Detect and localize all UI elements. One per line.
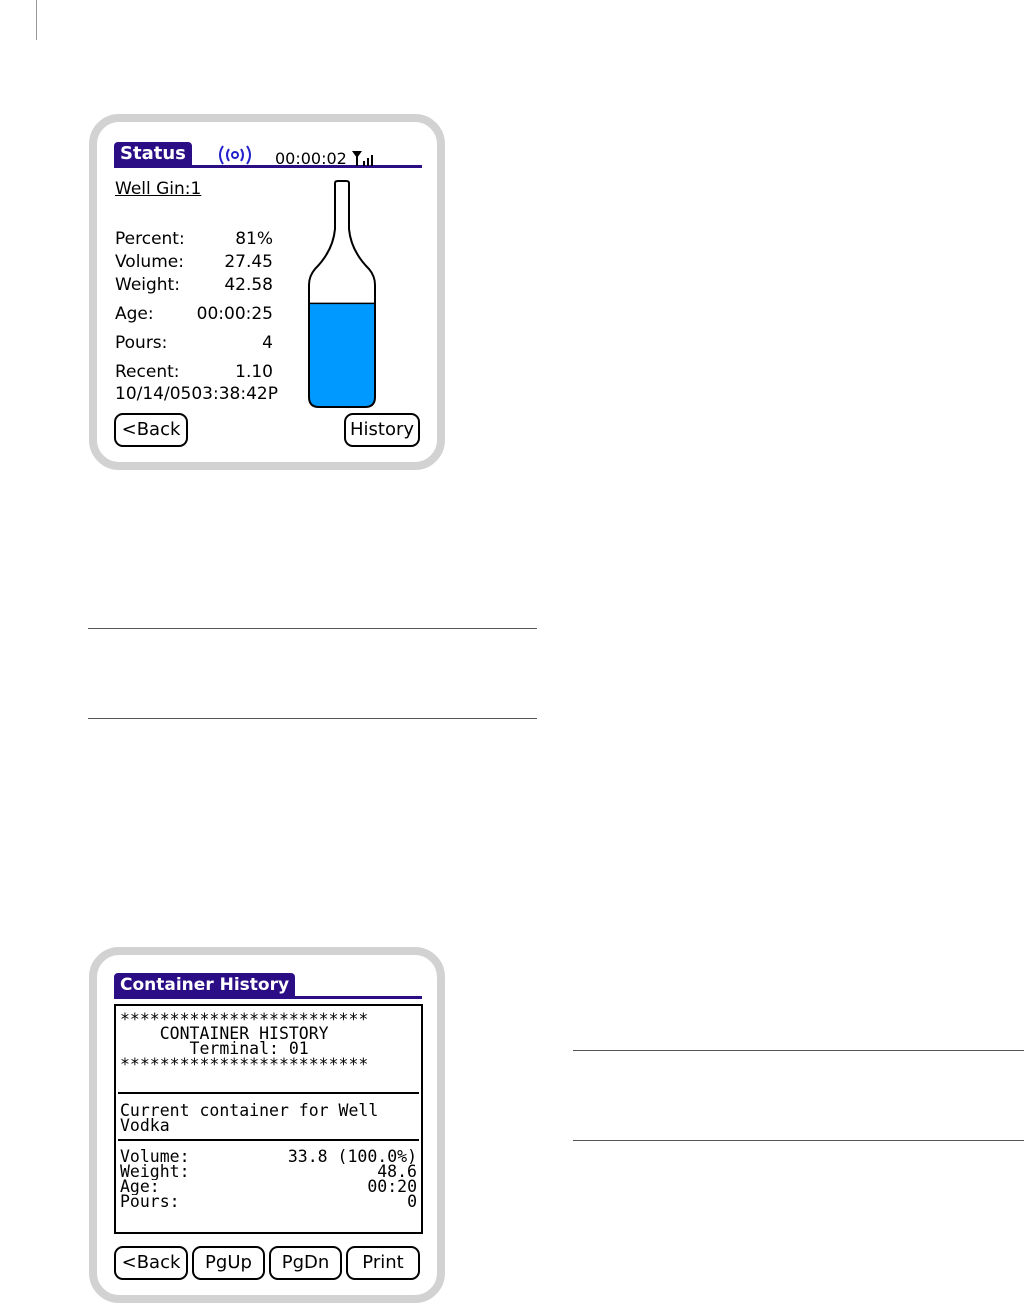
history-pours-label: Pours: (120, 1194, 180, 1210)
bottle-fill (307, 303, 377, 411)
history-report-panel (114, 1004, 423, 1234)
pours-label: Pours: (115, 333, 168, 353)
status-clock: 00:00:02 (275, 149, 347, 168)
history-volume-label: Volume: (120, 1149, 190, 1165)
divider-rule (88, 628, 537, 629)
divider-rule (573, 1140, 1024, 1141)
page-up-button[interactable]: PgUp (192, 1246, 265, 1280)
divider-rule (88, 718, 537, 719)
history-title-rule (114, 996, 422, 999)
report-stars-bottom: ************************* (120, 1057, 369, 1073)
container-name: Well Gin:1 (115, 179, 202, 199)
history-volume-value: 33.8 (100.0%) (287, 1149, 417, 1165)
percent-label: Percent: (115, 229, 185, 249)
status-title: Status (114, 142, 192, 166)
weight-value: 42.58 (224, 275, 273, 295)
print-button[interactable]: Print (346, 1246, 420, 1280)
recent-label: Recent: (115, 362, 180, 382)
current-container-label: Current container for Well (120, 1103, 379, 1119)
age-value: 00:00:25 (196, 304, 273, 324)
volume-label: Volume: (115, 252, 184, 272)
history-weight-label: Weight: (120, 1164, 190, 1180)
pours-value: 4 (262, 333, 273, 353)
report-rule (118, 1139, 419, 1141)
report-stars-top: ************************* (120, 1012, 369, 1028)
broadcast-icon (217, 144, 257, 166)
history-back-button[interactable]: <Back (114, 1246, 188, 1280)
history-weight-value: 48.6 (377, 1164, 417, 1180)
back-button[interactable]: <Back (114, 413, 188, 447)
history-age-label: Age: (120, 1179, 160, 1195)
percent-value: 81% (235, 229, 273, 249)
history-pours-value: 0 (407, 1194, 417, 1210)
age-label: Age: (115, 304, 154, 324)
recent-value: 1.10 (235, 362, 273, 382)
history-title: Container History (114, 973, 295, 997)
report-terminal: Terminal: 01 (120, 1041, 309, 1057)
status-device-frame (89, 114, 445, 470)
bottle-level-gauge (307, 179, 377, 411)
page-down-button[interactable]: PgDn (269, 1246, 342, 1280)
signal-strength-icon (352, 150, 378, 166)
history-device-frame (89, 947, 445, 1303)
recent-timestamp: 10/14/0503:38:42P (115, 384, 278, 404)
page-margin-rule (36, 0, 37, 40)
current-container-name: Vodka (120, 1118, 170, 1134)
volume-value: 27.45 (224, 252, 273, 272)
report-rule (118, 1092, 419, 1094)
history-age-value: 00:20 (367, 1179, 417, 1195)
weight-label: Weight: (115, 275, 180, 295)
history-button[interactable]: History (344, 413, 420, 447)
divider-rule (573, 1050, 1024, 1051)
report-heading: CONTAINER HISTORY (120, 1026, 329, 1042)
